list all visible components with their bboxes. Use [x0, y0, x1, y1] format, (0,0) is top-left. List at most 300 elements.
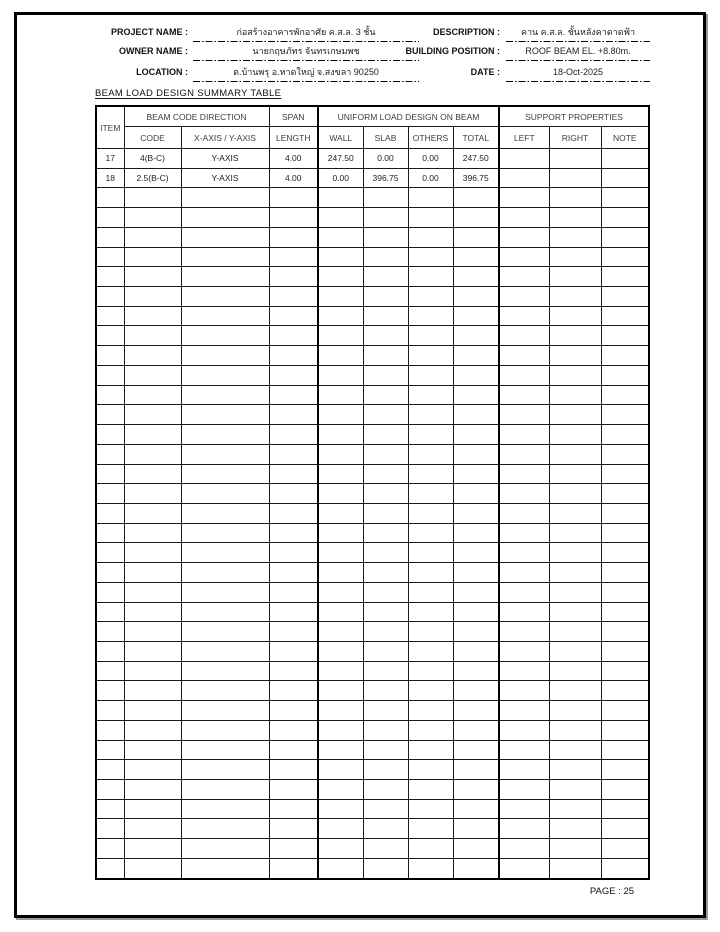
cell-right	[549, 444, 601, 464]
cell-left	[499, 641, 549, 661]
cell-note	[601, 168, 649, 188]
project-name-text: ก่อสร้างอาคารพักอาศัย ค.ส.ล. 3 ชั้น	[236, 27, 376, 37]
cell-axis	[181, 681, 269, 701]
table-row	[96, 365, 649, 385]
cell-length	[269, 484, 318, 504]
cell-wall	[318, 484, 363, 504]
dash-underline	[193, 81, 419, 83]
cell-code	[124, 484, 181, 504]
cell-code	[124, 582, 181, 602]
cell-wall	[318, 858, 363, 878]
cell-length	[269, 287, 318, 307]
cell-axis	[181, 464, 269, 484]
cell-note	[601, 780, 649, 800]
col-header-total: TOTAL	[453, 127, 499, 149]
table-row	[96, 602, 649, 622]
cell-note	[601, 523, 649, 543]
table-row	[96, 425, 649, 445]
cell-slab	[363, 346, 408, 366]
cell-others	[408, 582, 453, 602]
cell-length	[269, 306, 318, 326]
cell-item	[96, 326, 124, 346]
cell-length	[269, 385, 318, 405]
cell-left	[499, 188, 549, 208]
cell-left	[499, 227, 549, 247]
cell-wall	[318, 287, 363, 307]
cell-slab	[363, 287, 408, 307]
cell-total	[453, 365, 499, 385]
cell-right	[549, 740, 601, 760]
cell-others	[408, 247, 453, 267]
cell-wall	[318, 760, 363, 780]
cell-note	[601, 346, 649, 366]
cell-note	[601, 464, 649, 484]
table-row	[96, 819, 649, 839]
cell-others	[408, 799, 453, 819]
cell-slab	[363, 839, 408, 859]
cell-wall	[318, 701, 363, 721]
cell-total	[453, 819, 499, 839]
cell-axis	[181, 503, 269, 523]
cell-left	[499, 720, 549, 740]
cell-item	[96, 227, 124, 247]
table-row	[96, 405, 649, 425]
cell-axis	[181, 365, 269, 385]
cell-slab	[363, 681, 408, 701]
cell-length	[269, 523, 318, 543]
cell-wall	[318, 563, 363, 583]
cell-total	[453, 760, 499, 780]
cell-item	[96, 681, 124, 701]
table-row	[96, 267, 649, 287]
page-number: PAGE : 25	[589, 886, 635, 897]
table-row	[96, 740, 649, 760]
cell-axis	[181, 188, 269, 208]
cell-code	[124, 425, 181, 445]
col-header-code: CODE	[124, 127, 181, 149]
date-label: DATE :	[470, 67, 500, 77]
cell-right	[549, 858, 601, 878]
cell-right	[549, 365, 601, 385]
cell-code	[124, 503, 181, 523]
cell-axis	[181, 780, 269, 800]
cell-left	[499, 858, 549, 878]
cell-others	[408, 287, 453, 307]
cell-wall: 247.50	[318, 149, 363, 169]
cell-right	[549, 227, 601, 247]
dash-underline	[506, 60, 650, 62]
cell-note	[601, 444, 649, 464]
table-row	[96, 149, 649, 169]
cell-total	[453, 287, 499, 307]
cell-total	[453, 208, 499, 228]
col-header-others: OTHERS	[408, 127, 453, 149]
cell-note	[601, 188, 649, 208]
cell-right	[549, 780, 601, 800]
cell-slab	[363, 385, 408, 405]
building-position-value	[506, 45, 650, 58]
cell-note	[601, 484, 649, 504]
cell-item	[96, 287, 124, 307]
cell-others	[408, 267, 453, 287]
cell-note	[601, 287, 649, 307]
cell-right	[549, 168, 601, 188]
cell-wall	[318, 208, 363, 228]
cell-others	[408, 819, 453, 839]
cell-wall	[318, 267, 363, 287]
cell-slab	[363, 740, 408, 760]
cell-total	[453, 484, 499, 504]
cell-slab	[363, 780, 408, 800]
cell-length	[269, 208, 318, 228]
cell-item	[96, 543, 124, 563]
cell-note	[601, 425, 649, 445]
cell-total	[453, 641, 499, 661]
cell-wall	[318, 780, 363, 800]
cell-note	[601, 149, 649, 169]
cell-wall	[318, 543, 363, 563]
table-title: BEAM LOAD DESIGN SUMMARY TABLE	[95, 88, 282, 99]
cell-left	[499, 208, 549, 228]
cell-others	[408, 227, 453, 247]
cell-total	[453, 701, 499, 721]
cell-note	[601, 306, 649, 326]
cell-code	[124, 464, 181, 484]
location-label: LOCATION :	[136, 67, 188, 77]
dash-underline	[506, 41, 650, 43]
table-row	[96, 681, 649, 701]
cell-total	[453, 858, 499, 878]
cell-slab	[363, 602, 408, 622]
cell-note	[601, 365, 649, 385]
cell-item	[96, 563, 124, 583]
cell-left	[499, 839, 549, 859]
cell-length	[269, 701, 318, 721]
cell-wall	[318, 464, 363, 484]
cell-right	[549, 563, 601, 583]
cell-axis	[181, 602, 269, 622]
cell-left	[499, 563, 549, 583]
cell-length	[269, 267, 318, 287]
cell-total	[453, 306, 499, 326]
cell-wall	[318, 425, 363, 445]
cell-others	[408, 780, 453, 800]
cell-right	[549, 208, 601, 228]
cell-note	[601, 740, 649, 760]
cell-axis	[181, 819, 269, 839]
cell-item	[96, 306, 124, 326]
cell-note	[601, 858, 649, 878]
cell-code	[124, 681, 181, 701]
cell-axis	[181, 405, 269, 425]
cell-length	[269, 819, 318, 839]
cell-total	[453, 720, 499, 740]
table-row	[96, 622, 649, 642]
cell-item	[96, 405, 124, 425]
cell-slab	[363, 858, 408, 878]
cell-axis	[181, 208, 269, 228]
cell-total	[453, 839, 499, 859]
cell-item	[96, 346, 124, 366]
cell-right	[549, 523, 601, 543]
cell-others: 0.00	[408, 149, 453, 169]
cell-slab	[363, 306, 408, 326]
cell-right	[549, 287, 601, 307]
cell-right	[549, 760, 601, 780]
cell-axis	[181, 385, 269, 405]
cell-code	[124, 227, 181, 247]
cell-length	[269, 188, 318, 208]
cell-left	[499, 444, 549, 464]
cell-total	[453, 385, 499, 405]
cell-note	[601, 267, 649, 287]
cell-others	[408, 503, 453, 523]
cell-wall	[318, 740, 363, 760]
cell-note	[601, 681, 649, 701]
cell-right	[549, 326, 601, 346]
cell-right	[549, 247, 601, 267]
cell-note	[601, 405, 649, 425]
table-row	[96, 168, 649, 188]
cell-item	[96, 622, 124, 642]
cell-code	[124, 799, 181, 819]
cell-wall	[318, 444, 363, 464]
cell-length	[269, 740, 318, 760]
cell-code	[124, 563, 181, 583]
cell-item	[96, 602, 124, 622]
cell-total	[453, 267, 499, 287]
cell-note	[601, 543, 649, 563]
cell-axis	[181, 720, 269, 740]
cell-wall	[318, 641, 363, 661]
cell-length	[269, 582, 318, 602]
cell-axis	[181, 326, 269, 346]
cell-length	[269, 858, 318, 878]
cell-item	[96, 425, 124, 445]
cell-total	[453, 188, 499, 208]
table-row	[96, 760, 649, 780]
cell-length	[269, 405, 318, 425]
cell-left	[499, 484, 549, 504]
cell-slab	[363, 661, 408, 681]
cell-axis: Y-AXIS	[181, 149, 269, 169]
cell-axis	[181, 701, 269, 721]
cell-left	[499, 523, 549, 543]
cell-others	[408, 464, 453, 484]
cell-axis	[181, 799, 269, 819]
cell-total	[453, 622, 499, 642]
cell-axis	[181, 227, 269, 247]
cell-note	[601, 641, 649, 661]
cell-total	[453, 464, 499, 484]
table-row	[96, 287, 649, 307]
cell-axis	[181, 523, 269, 543]
building-position-text: ROOF BEAM EL. +8.80m.	[525, 46, 631, 56]
cell-note	[601, 563, 649, 583]
cell-left	[499, 247, 549, 267]
cell-length	[269, 444, 318, 464]
cell-wall	[318, 523, 363, 543]
description-label: DESCRIPTION :	[432, 27, 500, 37]
cell-others	[408, 484, 453, 504]
cell-others	[408, 326, 453, 346]
table-row	[96, 208, 649, 228]
col-header-item: ITEM	[96, 106, 124, 149]
cell-left	[499, 661, 549, 681]
cell-right	[549, 385, 601, 405]
cell-left	[499, 819, 549, 839]
cell-item	[96, 464, 124, 484]
cell-others	[408, 740, 453, 760]
table-row	[96, 641, 649, 661]
cell-axis	[181, 641, 269, 661]
cell-left	[499, 740, 549, 760]
cell-others	[408, 365, 453, 385]
cell-slab	[363, 523, 408, 543]
cell-note	[601, 208, 649, 228]
cell-others	[408, 602, 453, 622]
cell-others: 0.00	[408, 168, 453, 188]
cell-total	[453, 563, 499, 583]
cell-others	[408, 543, 453, 563]
cell-total	[453, 740, 499, 760]
cell-length	[269, 602, 318, 622]
cell-code	[124, 720, 181, 740]
cell-code	[124, 326, 181, 346]
cell-code	[124, 543, 181, 563]
table-row	[96, 701, 649, 721]
cell-slab	[363, 464, 408, 484]
cell-total	[453, 346, 499, 366]
table-header	[96, 106, 649, 149]
cell-wall: 0.00	[318, 168, 363, 188]
cell-slab	[363, 365, 408, 385]
cell-slab	[363, 563, 408, 583]
cell-wall	[318, 720, 363, 740]
cell-slab	[363, 760, 408, 780]
cell-code	[124, 701, 181, 721]
group-header-uniform-load: UNIFORM LOAD DESIGN ON BEAM	[318, 106, 499, 127]
date-text: 18-Oct-2025	[552, 67, 604, 77]
cell-wall	[318, 227, 363, 247]
cell-note	[601, 326, 649, 346]
cell-code	[124, 602, 181, 622]
cell-note	[601, 227, 649, 247]
cell-item	[96, 839, 124, 859]
description-value	[506, 26, 650, 39]
cell-code	[124, 365, 181, 385]
cell-length	[269, 780, 318, 800]
cell-wall	[318, 622, 363, 642]
cell-axis	[181, 582, 269, 602]
cell-code	[124, 641, 181, 661]
cell-item	[96, 641, 124, 661]
cell-total	[453, 444, 499, 464]
cell-right	[549, 149, 601, 169]
cell-others	[408, 188, 453, 208]
cell-others	[408, 523, 453, 543]
col-header-left: LEFT	[499, 127, 549, 149]
cell-total	[453, 227, 499, 247]
cell-left	[499, 149, 549, 169]
cell-left	[499, 326, 549, 346]
cell-length	[269, 641, 318, 661]
cell-length	[269, 681, 318, 701]
cell-code: 2.5(B-C)	[124, 168, 181, 188]
cell-item	[96, 484, 124, 504]
cell-slab	[363, 326, 408, 346]
description-text: คาน ค.ส.ล. ชั้นหลังคาดาดฟ้า	[520, 27, 636, 37]
cell-item	[96, 208, 124, 228]
cell-left	[499, 622, 549, 642]
cell-slab	[363, 247, 408, 267]
cell-length	[269, 503, 318, 523]
cell-right	[549, 582, 601, 602]
cell-note	[601, 760, 649, 780]
cell-left	[499, 267, 549, 287]
cell-code: 4(B-C)	[124, 149, 181, 169]
cell-total: 247.50	[453, 149, 499, 169]
cell-axis	[181, 661, 269, 681]
table-row	[96, 523, 649, 543]
cell-slab	[363, 543, 408, 563]
cell-note	[601, 622, 649, 642]
cell-right	[549, 346, 601, 366]
cell-total	[453, 799, 499, 819]
cell-total	[453, 523, 499, 543]
cell-axis	[181, 306, 269, 326]
cell-left	[499, 306, 549, 326]
cell-length	[269, 839, 318, 859]
cell-slab	[363, 425, 408, 445]
cell-code	[124, 819, 181, 839]
cell-length: 4.00	[269, 149, 318, 169]
cell-item	[96, 582, 124, 602]
cell-length	[269, 622, 318, 642]
cell-right	[549, 819, 601, 839]
cell-note	[601, 503, 649, 523]
cell-length	[269, 464, 318, 484]
cell-axis	[181, 740, 269, 760]
cell-left	[499, 582, 549, 602]
cell-item	[96, 267, 124, 287]
cell-slab: 0.00	[363, 149, 408, 169]
cell-note	[601, 720, 649, 740]
cell-wall	[318, 188, 363, 208]
cell-slab	[363, 720, 408, 740]
building-position-label: BUILDING POSITION :	[405, 46, 500, 56]
dash-underline	[193, 41, 419, 43]
cell-others	[408, 858, 453, 878]
cell-total	[453, 503, 499, 523]
cell-left	[499, 405, 549, 425]
cell-right	[549, 267, 601, 287]
group-header-span: SPAN	[269, 106, 318, 127]
cell-wall	[318, 819, 363, 839]
table-row	[96, 503, 649, 523]
cell-left	[499, 168, 549, 188]
cell-note	[601, 602, 649, 622]
cell-item	[96, 503, 124, 523]
cell-wall	[318, 365, 363, 385]
cell-wall	[318, 346, 363, 366]
cell-note	[601, 582, 649, 602]
cell-item	[96, 385, 124, 405]
table-row	[96, 346, 649, 366]
cell-right	[549, 503, 601, 523]
cell-wall	[318, 503, 363, 523]
date-value	[506, 66, 650, 79]
